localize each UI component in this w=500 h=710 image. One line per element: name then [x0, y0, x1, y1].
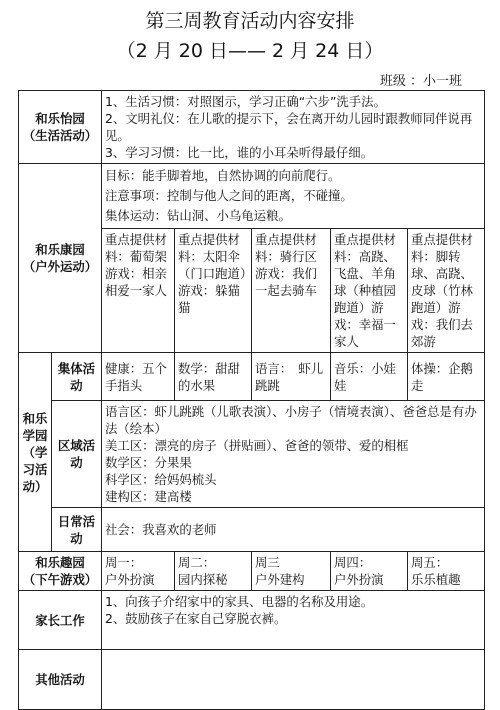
group-col-1: 健康：五个手指头	[102, 353, 175, 401]
area-line: 数学区：分果果	[105, 455, 192, 470]
study-area-label: 区域活动	[52, 401, 102, 508]
schedule-table	[18, 90, 485, 710]
other-label: 其他活动	[19, 650, 102, 710]
parent-row	[19, 591, 485, 650]
class-label: 班级 ：小一班	[379, 74, 462, 89]
page-title: 第三周教育活动内容安排	[145, 10, 355, 32]
life-line: 1、生活习惯：对照图示，学习正确“六步”洗手法。	[105, 94, 386, 109]
outdoor-col-5: 重点提供材料：脚转球、高跷、皮球（竹林跑道）游戏：我们去郊游	[408, 229, 485, 353]
outdoor-col-2: 重点提供材料：太阳伞（门口跑道）游戏：躲猫猫	[175, 229, 252, 353]
group-col-3: 语言： 虾儿跳跳	[252, 353, 331, 401]
outdoor-goal-row	[19, 164, 485, 229]
outdoor-label: 和乐康园 （户外运动）	[19, 164, 102, 353]
afternoon-day-3: 周三 户外建构	[252, 552, 331, 591]
area-line: 美工区：漂亮的房子（拼贴画）、爸爸的领带、爱的相框	[105, 438, 409, 453]
life-line: 3、学习习惯：比一比，谁的小耳朵听得最仔细。	[105, 145, 374, 160]
parent-line: 2、鼓励孩子在家自己穿脱衣裤。	[105, 611, 287, 626]
group-col-2: 数学：甜甜的水果	[175, 353, 252, 401]
afternoon-day-4: 周四： 户外扮演	[331, 552, 408, 591]
area-line: 科学区：给妈妈梳头	[105, 472, 217, 487]
life-content	[102, 91, 485, 164]
outdoor-col-3: 重点提供材料：骑行区游戏：我们一起去骑车	[252, 229, 331, 353]
other-row	[19, 650, 485, 710]
parent-label: 家长工作	[19, 591, 102, 650]
group-col-4: 音乐：小娃娃	[331, 353, 408, 401]
other-content	[102, 650, 485, 710]
study-area-content	[102, 401, 485, 508]
study-daily-row	[19, 508, 485, 552]
study-group-row	[19, 353, 485, 401]
outdoor-note: 注意事项：控制与他人之间的距离，不碰撞。	[105, 188, 353, 203]
study-daily-label: 日常活动	[52, 508, 102, 552]
parent-content	[102, 591, 485, 650]
life-label: 和乐怡园 （生活活动）	[19, 91, 102, 164]
outdoor-goal: 目标：能手脚着地，自然协调的向前爬行。	[105, 168, 341, 183]
area-line: 语言区：虾儿跳跳（儿歌表演）、小房子（情境表演）、爸爸总是有办法（绘本）	[105, 404, 477, 436]
study-group-label: 集体活动	[52, 353, 102, 401]
study-area-row	[19, 401, 485, 508]
outdoor-group: 集体运动：钻山洞、小乌龟运粮。	[105, 208, 291, 223]
afternoon-day-2: 周二： 园内探秘	[175, 552, 252, 591]
group-col-5: 体操：企鹅走	[408, 353, 485, 401]
study-label: 和乐学园（学习活动）	[19, 353, 52, 552]
outdoor-col-4: 重点提供材料：高跷、飞盘、羊角球（种植园跑道）游戏：幸福一家人	[331, 229, 408, 353]
outdoor-goals	[102, 164, 485, 229]
afternoon-day-5: 周五： 乐乐植趣	[408, 552, 485, 591]
afternoon-day-1: 周一： 户外扮演	[102, 552, 175, 591]
area-line: 建构区：建高楼	[105, 489, 192, 504]
life-row	[19, 91, 485, 164]
parent-line: 1、向孩子介绍家中的家具、电器的名称及用途。	[105, 594, 374, 609]
date-range: （2 月 20 日—— 2 月 24 日）	[116, 40, 384, 62]
afternoon-row	[19, 552, 485, 591]
afternoon-label: 和乐趣园 （下午游戏）	[19, 552, 102, 591]
outdoor-col-1: 重点提供材料：葡萄架游戏：相亲相爱一家人	[102, 229, 175, 353]
life-line: 2、文明礼仪：在儿歌的提示下，会在离开幼儿园时跟教师同伴说再见。	[105, 111, 473, 143]
study-daily-content: 社会：我喜欢的老师	[102, 508, 485, 552]
